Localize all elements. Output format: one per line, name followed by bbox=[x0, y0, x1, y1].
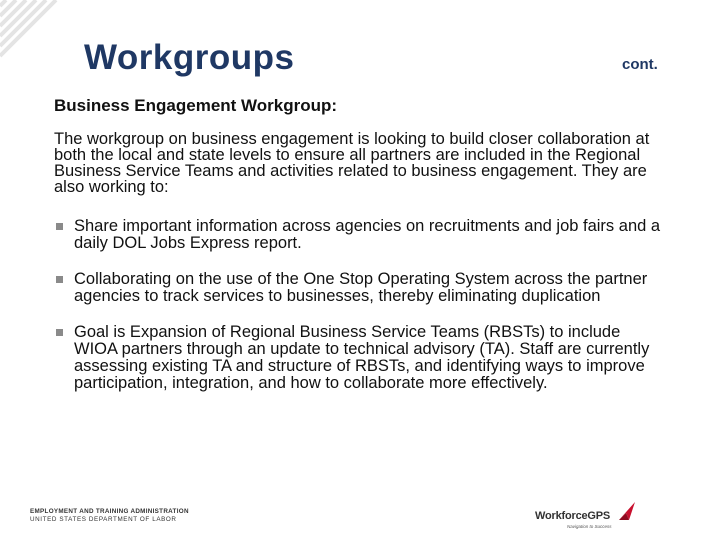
square-bullet-icon bbox=[56, 276, 63, 283]
corner-stripes-decoration bbox=[0, 0, 60, 60]
workforcegps-tagline: Navigation to Success bbox=[567, 524, 612, 529]
eta-logo bbox=[30, 509, 189, 524]
workforcegps-wordmark: WorkforceGPS bbox=[535, 510, 611, 522]
dol-name: UNITED STATES DEPARTMENT OF LABOR bbox=[30, 516, 177, 524]
square-bullet-icon bbox=[56, 223, 63, 230]
bullet-item bbox=[54, 218, 666, 252]
bullet-item bbox=[54, 271, 666, 305]
bullet-list bbox=[54, 218, 666, 411]
bullet-item bbox=[54, 324, 666, 392]
intro-paragraph: The workgroup on business engagement is looking to build closer collaboration at both the local and state levels to ensure all partners are included in the Regional Business Service Teams and activities related to business engagement. They are also working to: bbox=[54, 130, 650, 196]
eta-name: EMPLOYMENT AND TRAINING ADMINISTRATION bbox=[30, 508, 189, 515]
continued-label: cont. bbox=[622, 56, 658, 73]
square-bullet-icon bbox=[56, 329, 63, 336]
bullet-text: Goal is Expansion of Regional Business Service Teams (RBSTs) to include WIOA partners through an update to technical advisory (TA). Staff are currently assessing existing TA and structure of RBSTs, and identifying ways to improve participation, integration, and how to collaborate more effectively. bbox=[74, 323, 650, 392]
section-heading: Business Engagement Workgroup: bbox=[54, 96, 338, 115]
slide-title: Workgroups bbox=[84, 38, 295, 77]
bullet-text: Collaborating on the use of the One Stop Operating System across the partner agencies to track services to businesses, thereby eliminating duplication bbox=[74, 270, 648, 305]
bullet-text: Share important information across agencies on recruitments and job fairs and a daily DOL Jobs Express report. bbox=[74, 217, 661, 252]
red-arrow-logo-mark bbox=[617, 500, 637, 522]
workforcegps-logo bbox=[535, 500, 635, 530]
